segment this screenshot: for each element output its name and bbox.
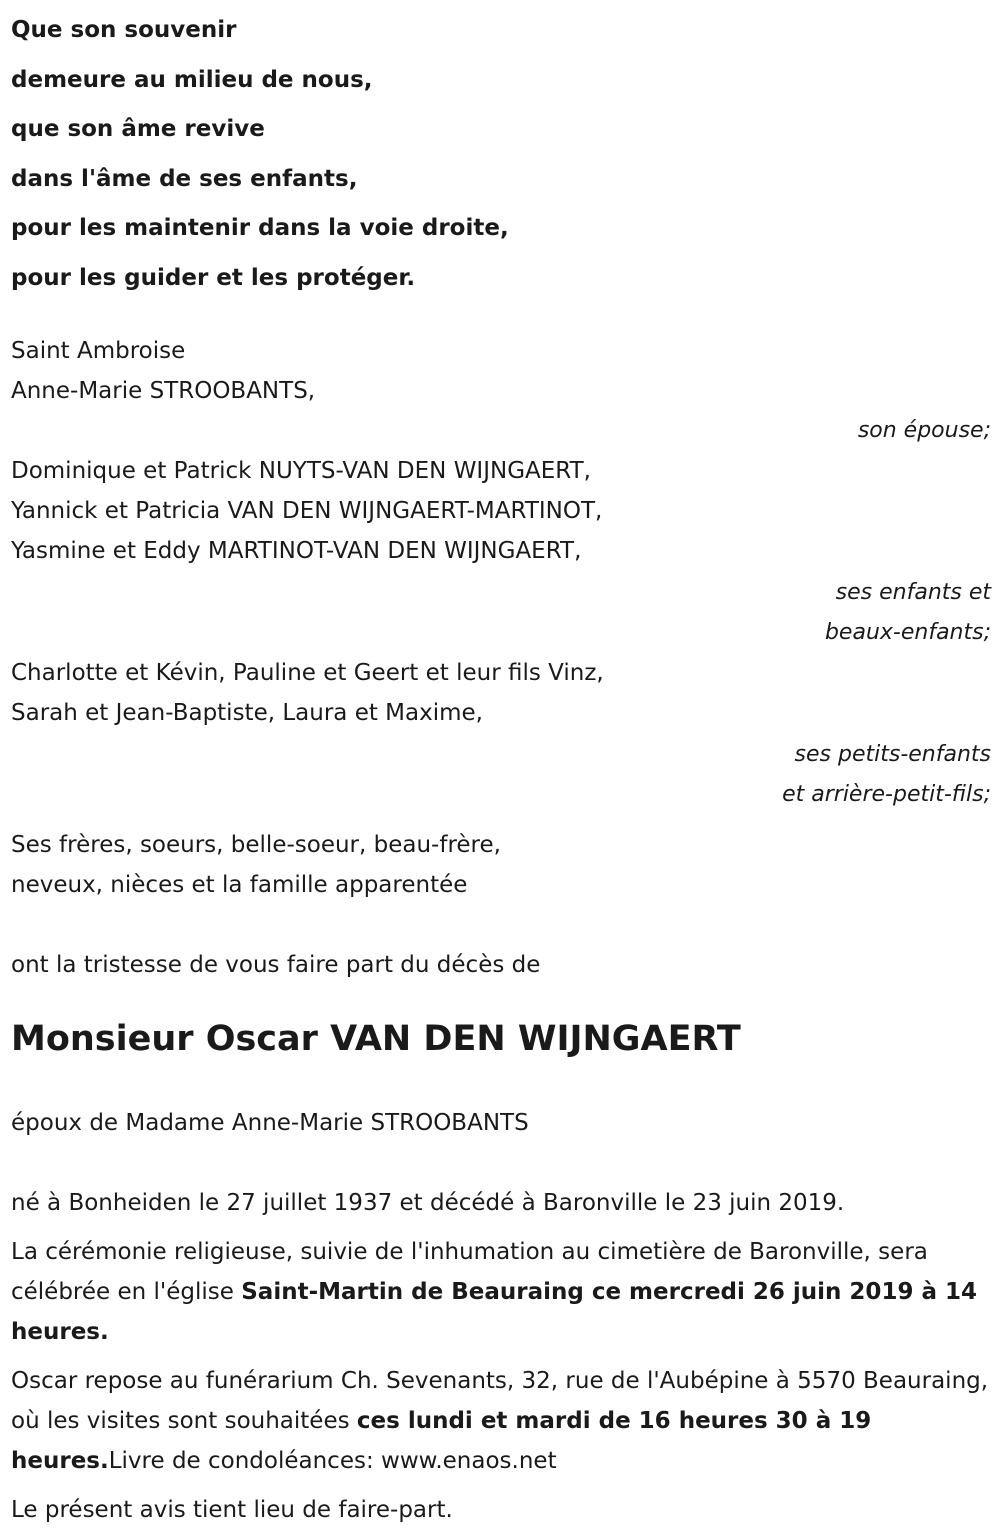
child-couple: Yannick et Patricia VAN DEN WIJNGAERT-MARTINOT, xyxy=(11,498,603,524)
deceased-name: Monsieur Oscar VAN DEN WIJNGAERT xyxy=(11,1019,741,1059)
birth-death-line: né à Bonheiden le 27 juillet 1937 et décédé à Baronville le 23 juin 2019. xyxy=(11,1190,845,1216)
grandchildren-role: et arrière-petit-fils; xyxy=(782,782,991,807)
visitation-hours: ces lundi et mardi de 16 heures 30 à 19 heures. xyxy=(11,1408,872,1474)
poem-line: dans l'âme de ses enfants, xyxy=(11,165,358,192)
spouse-role: son épouse; xyxy=(857,418,991,443)
grandchildren-role: ses petits-enfants xyxy=(794,742,991,767)
poem-author: Saint Ambroise xyxy=(11,338,186,364)
obituary-notice xyxy=(11,0,991,1530)
spouse-of-line: époux de Madame Anne-Marie STROOBANTS xyxy=(11,1110,529,1136)
siblings-section xyxy=(11,825,991,905)
grandchildren-section xyxy=(11,653,991,815)
closing-line: Le présent avis tient lieu de faire-part. xyxy=(11,1497,453,1523)
poem-line: Que son souvenir xyxy=(11,17,237,43)
children-section xyxy=(11,451,991,653)
ceremony-paragraph xyxy=(11,1232,991,1352)
poem-line: que son âme revive xyxy=(11,116,265,142)
spouse-section xyxy=(11,371,991,451)
ceremony-text: La cérémonie religieuse, suivie de l'inhumation au cimetière de Baronville, sera célébrée en l'église xyxy=(11,1239,928,1305)
siblings-line: neveux, nièces et la famille apparentée xyxy=(11,872,468,898)
visitation-paragraph xyxy=(11,1361,991,1481)
condolence-link: Livre de condoléances: www.enaos.net xyxy=(108,1448,557,1474)
announcement-intro: ont la tristesse de vous faire part du décès de xyxy=(11,952,541,978)
grandchildren-line: Sarah et Jean-Baptiste, Laura et Maxime, xyxy=(11,700,483,726)
ceremony-details: Saint-Martin de Beauraing ce mercredi 26 juin 2019 à 14 heures. xyxy=(11,1279,977,1345)
child-couple: Dominique et Patrick NUYTS-VAN DEN WIJNGAERT, xyxy=(11,458,591,484)
grandchildren-line: Charlotte et Kévin, Pauline et Geert et leur fils Vinz, xyxy=(11,660,604,686)
spouse-name: Anne-Marie STROOBANTS, xyxy=(11,378,316,404)
siblings-line: Ses frères, soeurs, belle-soeur, beau-frère, xyxy=(11,832,501,858)
child-couple: Yasmine et Eddy MARTINOT-VAN DEN WIJNGAERT, xyxy=(11,538,582,564)
poem-line: pour les guider et les protéger. xyxy=(11,264,416,291)
poem-line: pour les maintenir dans la voie droite, xyxy=(11,215,509,241)
memorial-poem xyxy=(11,6,991,303)
children-role: ses enfants et xyxy=(835,580,991,605)
children-role: beaux-enfants; xyxy=(824,620,991,645)
poem-line: demeure au milieu de nous, xyxy=(11,66,373,93)
visitation-text: Oscar repose au funérarium Ch. Sevenants, 32, rue de l'Aubépine à 5570 Beauraing, où les visites sont souhaitées xyxy=(11,1368,989,1434)
